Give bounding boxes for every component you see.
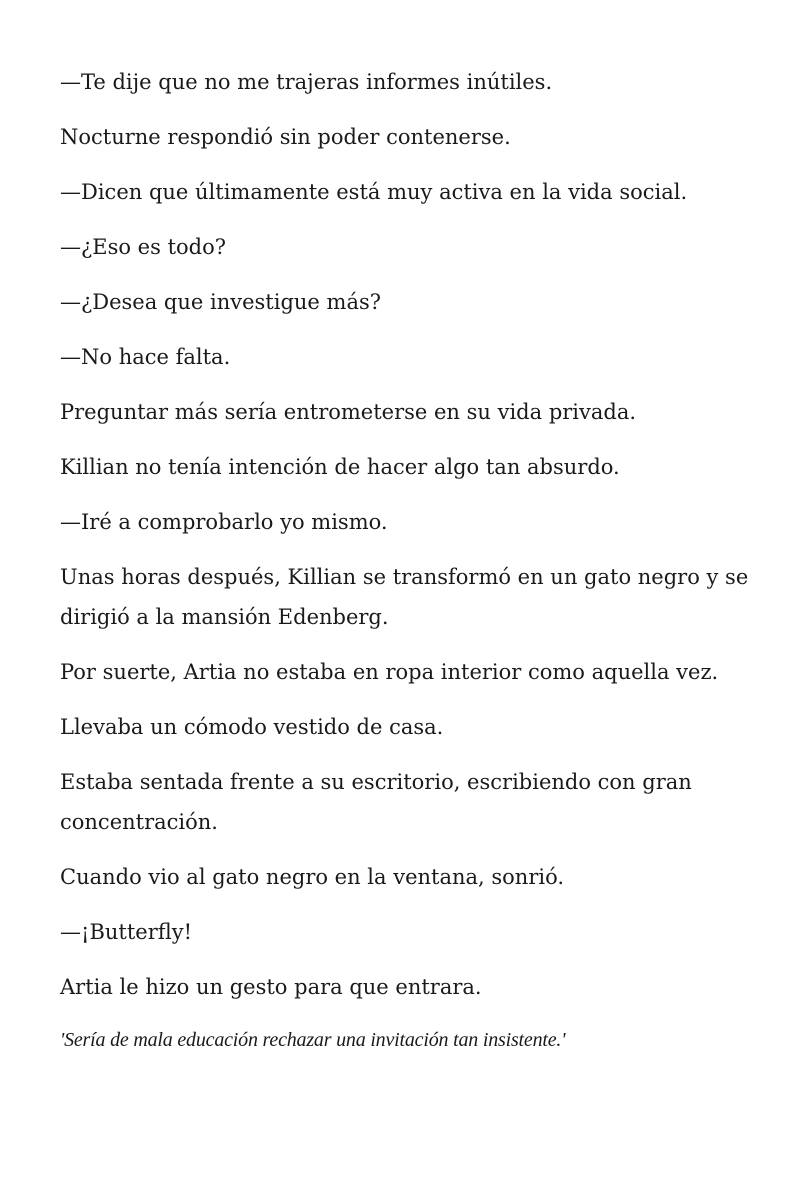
- paragraph-10: Unas horas después, Killian se transformó en un gato negro y se dirigió a la mansión Edenberg.: [60, 565, 749, 629]
- story-text: [60, 62, 750, 1058]
- paragraph-2: Nocturne respondió sin poder contenerse.: [60, 125, 511, 149]
- paragraph-13: Estaba sentada frente a su escritorio, escribiendo con gran concentración.: [60, 770, 692, 834]
- paragraph-16: Artia le hizo un gesto para que entrara.: [60, 975, 482, 999]
- paragraph-14: Cuando vio al gato negro en la ventana, sonrió.: [60, 865, 565, 889]
- paragraph-4: —¿Eso es todo?: [60, 235, 226, 259]
- paragraph-1: —Te dije que no me trajeras informes inútiles.: [60, 70, 553, 94]
- paragraph-7: Preguntar más sería entrometerse en su vida privada.: [60, 400, 637, 424]
- paragraph-11: Por suerte, Artia no estaba en ropa interior como aquella vez.: [60, 660, 719, 684]
- paragraph-6: —No hace falta.: [60, 345, 231, 369]
- paragraph-12: Llevaba un cómodo vestido de casa.: [60, 715, 444, 739]
- paragraph-5: —¿Desea que investigue más?: [60, 290, 381, 314]
- paragraph-8: Killian no tenía intención de hacer algo tan absurdo.: [60, 455, 620, 479]
- paragraph-15: —¡Butterfly!: [60, 920, 193, 944]
- closing-thought: 'Sería de mala educación rechazar una invitación tan insistente.': [60, 1029, 566, 1051]
- paragraph-9: —Iré a comprobarlo yo mismo.: [60, 510, 388, 534]
- paragraph-3: —Dicen que últimamente está muy activa en la vida social.: [60, 180, 688, 204]
